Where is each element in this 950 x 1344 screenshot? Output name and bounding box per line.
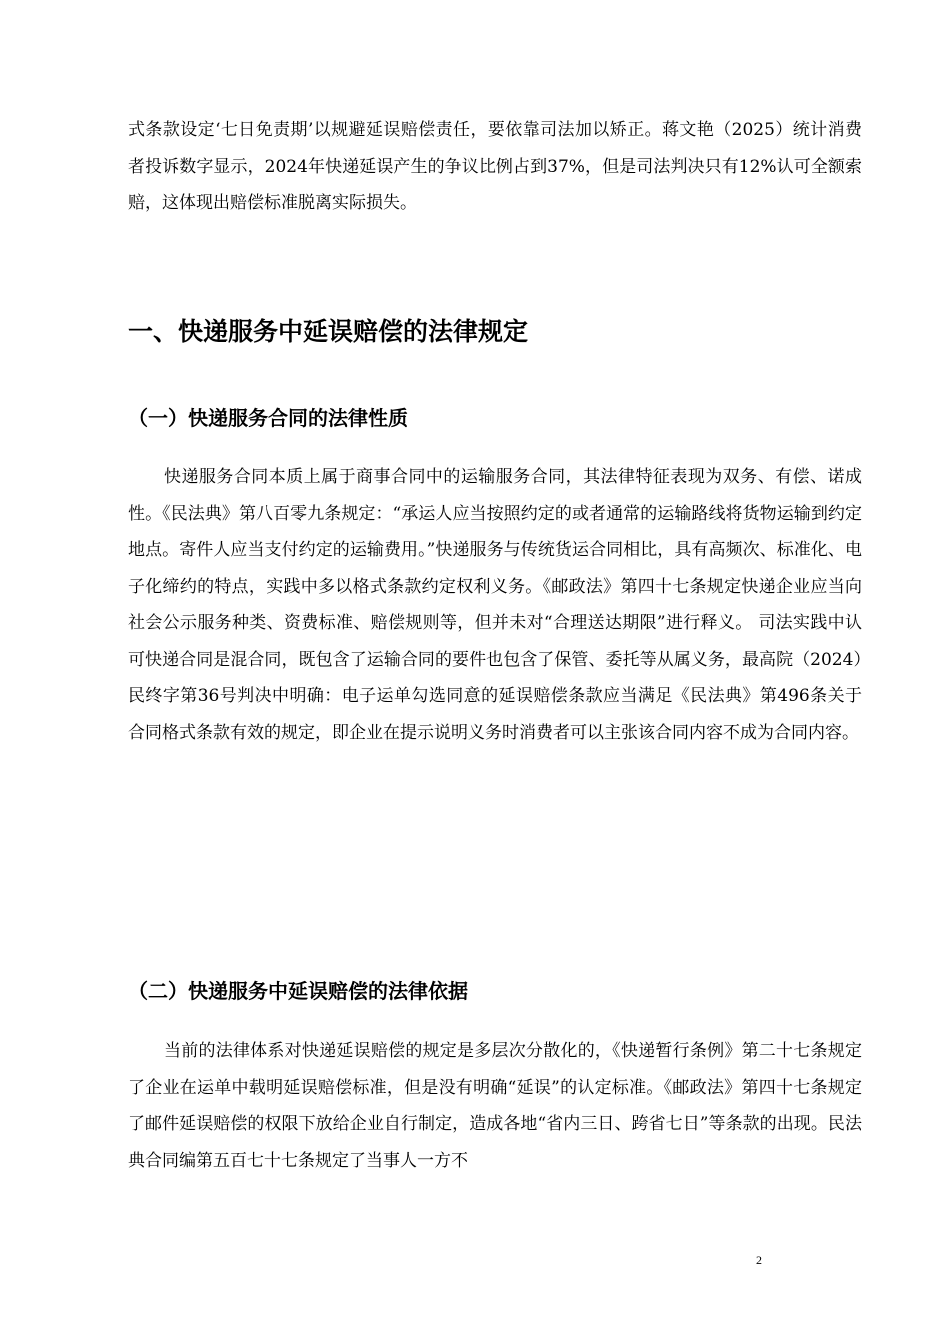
continuation-paragraph: 式条款设定‘七日免责期’以规避延误赔偿责任，要依靠司法加以矫正。蒋文艳（2025）统计消费者投诉数字显示，2024年快递延误产生的争议比例占到37%，但是司法判决只有12%认可全额索赔，这体现出赔偿标准脱离实际损失。 <box>128 120 862 213</box>
subsection-2-paragraph: 当前的法律体系对快递延误赔偿的规定是多层次分散化的，《快递暂行条例》第二十七条规定了企业在运单中载明延误赔偿标准，但是没有明确“延误”的认定标准。《邮政法》第四十七条规定了邮件延误赔偿的权限下放给企业自行制定，造成各地“省内三日、跨省七日”等条款的出现。民法典合同编第五百七十七条规定了当事人一方不 <box>128 1041 862 1171</box>
subsection-heading-1: （一）快递服务合同的法律性质 <box>128 406 408 430</box>
section-heading: 一、快递服务中延误赔偿的法律规定 <box>128 317 529 346</box>
page-number: 2 <box>756 1253 762 1267</box>
subsection-heading-2: （二）快递服务中延误赔偿的法律依据 <box>128 979 468 1003</box>
subsection-1-paragraph: 快递服务合同本质上属于商事合同中的运输服务合同，其法律特征表现为双务、有偿、诺成性。《民法典》第八百零九条规定：“承运人应当按照约定的或者通常的运输路线将货物运输到约定地点。寄件人应当支付约定的运输费用。”快递服务与传统货运合同相比，具有高频次、标准化、电子化缔约的特点，实践中多以格式条款约定权利义务。《邮政法》第四十七条规定快递企业应当向社会公示服务种类、资费标准、赔偿规则等，但并未对“合理送达期限”进行释义。 司法实践中认可快递合同是混合同，既包含了运输合同的要件也包含了保管、委托等从属义务，最高院（2024）民终字第36号判决中明确：电子运单勾选同意的延误赔偿条款应当满足《民法典》第496条关于合同格式条款有效的规定，即企业在提示说明义务时消费者可以主张该合同内容不成为合同内容。 <box>128 467 862 743</box>
